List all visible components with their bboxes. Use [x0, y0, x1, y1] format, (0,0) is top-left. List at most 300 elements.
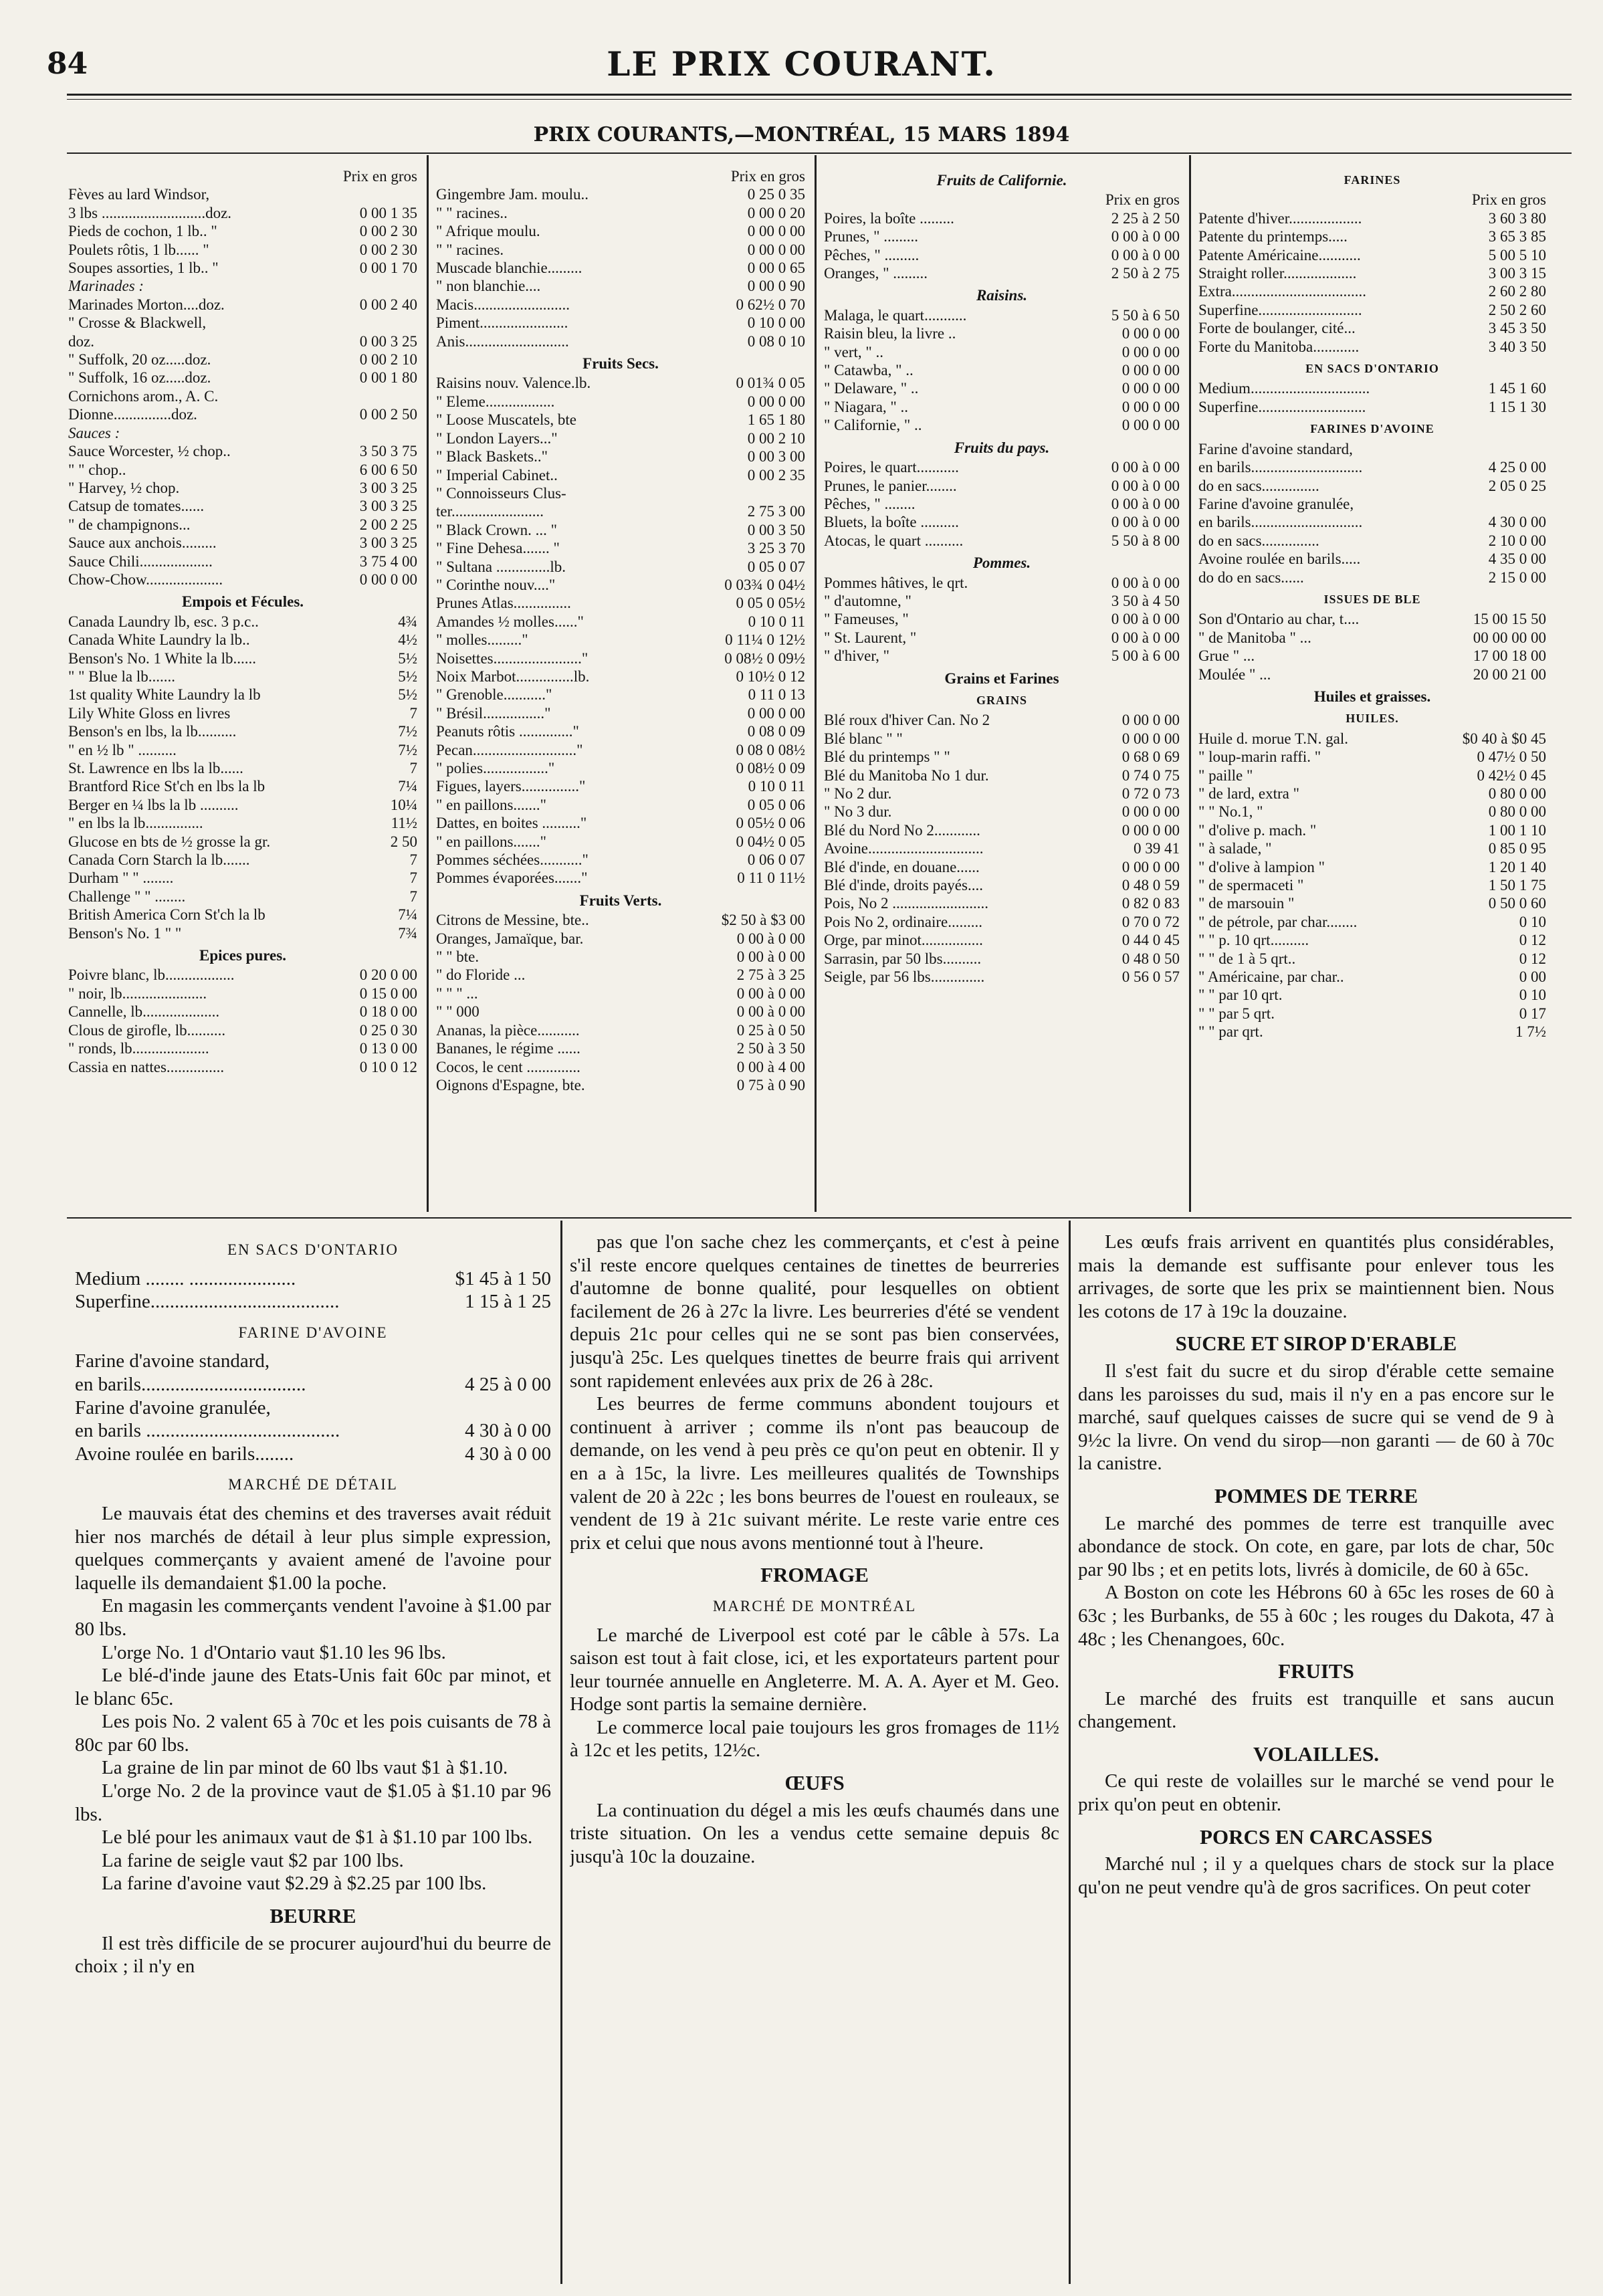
item-price: 4 25 à 0 00 — [465, 1373, 551, 1395]
item-name: Sarrasin, par 50 lbs.......... — [824, 950, 982, 967]
item-price: 0 00 0 00 — [747, 223, 805, 240]
item-price: 2 05 0 25 — [1488, 477, 1546, 494]
item-name: " Black Crown. ... " — [436, 521, 558, 538]
item-name: Avoine roulée en barils..... — [1198, 550, 1361, 568]
item-name: " Harvey, ½ chop. — [68, 479, 180, 496]
paragraph: En magasin les commerçants vendent l'avoine à $1.00 par 80 lbs. — [75, 1595, 551, 1640]
price-row — [75, 1267, 551, 1291]
item-name: Blé d'inde, en douane...... — [824, 858, 980, 875]
item-price: 3 25 3 70 — [747, 540, 805, 557]
item-name: Pommes évaporées......." — [436, 869, 588, 887]
item-name: Marinades Morton....doz. — [68, 296, 225, 313]
paragraph: Les beurres de ferme communs abondent toujours et continuent à arriver ; comme ils n'ont pas beaucoup de demande, on les vend à peu près ce qu'on peut en obtenir. Il y en a à 15c, la livre. Les meilleures qualités de Townships valent de 20 à 22c ; les bons beurres de l'ouest en rouleaux, se vendent de 19 à 21c suivant mérite. Le reste varie entre ces prix et celui que nous avons mentionné tout à l'heure. — [570, 1393, 1059, 1554]
item-price: 0 47½ 0 50 — [1477, 748, 1546, 766]
price-row — [436, 984, 805, 1003]
price-row — [436, 1039, 805, 1057]
price-row — [75, 1350, 551, 1373]
price-row — [1198, 379, 1546, 397]
item-price: 0 11 0 13 — [748, 686, 805, 704]
item-price: 0 10 0 00 — [747, 314, 805, 332]
item-price: 2 25 à 2 50 — [1111, 209, 1180, 227]
item-price: 0 00 0 00 — [747, 241, 805, 258]
text-column-divider-1 — [560, 1221, 562, 2284]
item-name: Extra................................... — [1198, 283, 1367, 300]
item-price: 0 70 0 72 — [1121, 913, 1180, 930]
item-name: Gingembre Jam. moulu.. — [436, 186, 589, 203]
item-name: Medium ........ ...................... — [75, 1267, 296, 1289]
column-divider-3 — [1189, 155, 1191, 1212]
price-row — [1198, 282, 1546, 300]
item-name: Seigle, par 56 lbs.............. — [824, 968, 985, 986]
item-price: 0 75 à 0 90 — [736, 1076, 805, 1093]
item-name: " " par 5 qrt. — [1198, 1005, 1275, 1022]
item-name: Pieds de cochon, 1 lb.. " — [68, 223, 217, 240]
item-price: 0 00 1 70 — [359, 259, 417, 277]
price-row — [824, 416, 1180, 434]
item-name: Pêches, " ........ — [824, 495, 916, 512]
item-price: 0 56 0 57 — [1121, 968, 1180, 986]
item-name: 3 lbs ...........................doz. — [68, 204, 232, 221]
item-price: 3 65 3 85 — [1488, 228, 1546, 245]
price-row — [436, 241, 805, 259]
price-row — [1198, 665, 1546, 684]
item-name: " d'olive à lampion " — [1198, 858, 1325, 875]
price-subheading: PRIX COURANTS,—MONTRÉAL, 15 MARS 1894 — [533, 123, 1070, 146]
item-name: Patente d'hiver................... — [1198, 209, 1362, 227]
price-row — [436, 796, 805, 814]
price-row — [68, 814, 417, 832]
section-heading-fruits-pays: Fruits du pays. — [954, 439, 1050, 456]
item-name: Piment....................... — [436, 314, 568, 332]
price-row — [68, 759, 417, 777]
price-column-2 — [436, 167, 805, 1211]
item-name: " Eleme.................. — [436, 393, 555, 410]
item-price: 0 00 1 35 — [359, 204, 417, 221]
price-row — [1198, 440, 1546, 458]
item-name: " en paillons......." — [436, 796, 547, 813]
item-name: Farine d'avoine granulée, — [75, 1396, 271, 1419]
price-row — [1198, 803, 1546, 821]
item-name: " loup-marin raffi. " — [1198, 748, 1321, 766]
item-price: 0 00 à 0 00 — [1111, 477, 1180, 494]
item-name: " de champignons... — [68, 516, 191, 533]
item-price: 0 44 0 45 — [1121, 932, 1180, 949]
price-row — [824, 324, 1180, 342]
item-price: 2 15 0 00 — [1488, 568, 1546, 586]
section-heading-beurre: BEURRE — [270, 1904, 356, 1928]
item-name: doz. — [68, 332, 94, 350]
item-price: 0 05 0 06 — [747, 796, 805, 813]
price-list-fruits-pays — [824, 458, 1180, 550]
item-price: 0 39 41 — [1134, 840, 1180, 857]
item-price — [413, 387, 417, 405]
item-price: 2 50 — [390, 833, 417, 850]
item-name: Pois, No 2 ......................... — [824, 895, 988, 912]
price-row — [68, 906, 417, 924]
item-name: Blé du Manitoba No 1 dur. — [824, 766, 989, 784]
item-name: Pommes séchées..........." — [436, 851, 589, 869]
item-name: Huile d. morue T.N. gal. — [1198, 730, 1348, 747]
price-row — [68, 869, 417, 887]
item-name: " noir, lb...................... — [68, 984, 207, 1002]
price-row — [436, 484, 805, 502]
price-row — [436, 1076, 805, 1094]
item-name: Orge, par minot................ — [824, 932, 983, 949]
item-price: 0 00 1 80 — [359, 369, 417, 387]
price-list-sacs-ontario-text — [75, 1267, 551, 1314]
price-list-issues — [1198, 610, 1546, 684]
section-heading-oeufs: ŒUFS — [784, 1771, 845, 1795]
item-name: " Californie, " .. — [824, 417, 922, 434]
article-oeufs: La continuation du dégel a mis les œufs chaumés dans une triste situation. On les a vendus cette semaine depuis 8c jusqu'à 10c la douzaine. — [570, 1799, 1059, 1867]
section-heading-huiles: Huiles et graisses. — [1313, 688, 1431, 705]
item-price: 3 00 3 25 — [359, 479, 417, 496]
item-name: Blé blanc " " — [824, 730, 903, 747]
item-price: 0 08 0 10 — [747, 332, 805, 350]
item-price: 0 12 — [1519, 932, 1546, 949]
price-header: Prix en gros — [730, 168, 805, 185]
item-price: 4½ — [398, 631, 417, 649]
item-price: 4 30 à 0 00 — [465, 1443, 551, 1465]
price-row — [68, 1003, 417, 1021]
item-price: 6 00 6 50 — [359, 461, 417, 478]
price-row — [75, 1396, 551, 1420]
price-row — [68, 185, 417, 203]
price-row — [824, 647, 1180, 665]
section-heading-issues: ISSUES DE BLE — [1323, 592, 1421, 606]
item-price: 1 15 1 30 — [1488, 398, 1546, 415]
price-row — [824, 477, 1180, 495]
item-price: 7½ — [398, 723, 417, 740]
item-price: 0 00 2 10 — [359, 351, 417, 369]
price-row — [824, 264, 1180, 282]
article-beurre-continued — [570, 1231, 1059, 1554]
price-row — [1198, 730, 1546, 748]
price-row — [1198, 1023, 1546, 1041]
item-name: Farine d'avoine standard, — [75, 1350, 270, 1372]
price-row — [68, 387, 417, 405]
item-price: 0 00 à 0 00 — [1111, 611, 1180, 628]
price-row — [436, 314, 805, 332]
item-name: Malaga, le quart........... — [824, 306, 967, 324]
item-price: 0 00 2 30 — [359, 223, 417, 240]
price-row — [1198, 839, 1546, 857]
price-row — [1198, 458, 1546, 476]
price-row — [68, 461, 417, 479]
item-name: Prunes Atlas............... — [436, 595, 571, 612]
item-price: 0 17 — [1519, 1005, 1546, 1022]
item-name: Avoine roulée en barils........ — [75, 1443, 294, 1465]
item-name: Benson's No. 1 " " — [68, 924, 182, 942]
price-row — [436, 777, 805, 795]
price-row — [824, 968, 1180, 986]
item-name: Oranges, Jamaïque, bar. — [436, 930, 584, 947]
item-name: " d'automne, " — [824, 592, 912, 609]
item-name: " polies................." — [436, 760, 555, 776]
price-row — [68, 259, 417, 277]
price-row — [436, 576, 805, 594]
item-name: Prunes, " ......... — [824, 228, 918, 245]
item-price: 0 08 0 08½ — [736, 741, 805, 758]
item-name: Canada Laundry lb, esc. 3 p.c.. — [68, 613, 259, 630]
price-row — [824, 361, 1180, 379]
item-name: ter........................ — [436, 503, 544, 520]
price-row — [436, 259, 805, 277]
price-row — [1198, 766, 1546, 785]
price-row — [436, 741, 805, 759]
price-row — [824, 876, 1180, 894]
price-row — [68, 796, 417, 814]
price-row — [68, 777, 417, 795]
item-name: Pommes hâtives, le qrt. — [824, 574, 968, 591]
item-price: 11½ — [391, 815, 417, 832]
price-list-raisins — [824, 306, 1180, 435]
item-name: " " No.1, " — [1198, 803, 1263, 821]
article-pommes-terre — [1078, 1512, 1554, 1651]
item-name: " Loose Muscatels, bte — [436, 411, 576, 429]
item-price: 7 — [409, 888, 417, 905]
price-row — [68, 369, 417, 387]
item-price — [1542, 440, 1546, 458]
paragraph: Le commerce local paie toujours les gros fromages de 11½ à 12c et les petits, 12½c. — [570, 1716, 1059, 1762]
section-heading-sacs-ontario: EN SACS D'ONTARIO — [227, 1241, 399, 1258]
item-price: $2 50 à $3 00 — [721, 912, 805, 929]
item-price: 5½ — [398, 649, 417, 667]
price-row — [68, 686, 417, 704]
price-row — [1198, 1005, 1546, 1023]
item-price: 3 50 à 4 50 — [1111, 592, 1180, 609]
item-price: 0 00 à 0 00 — [1111, 574, 1180, 591]
item-name: Raisins nouv. Valence.lb. — [436, 375, 591, 392]
item-price: 1 00 1 10 — [1488, 821, 1546, 839]
price-row — [68, 722, 417, 740]
price-row — [68, 649, 417, 667]
item-price: 1 65 1 80 — [747, 411, 805, 429]
price-row — [436, 222, 805, 240]
item-name: " d'hiver, " — [824, 647, 890, 665]
rule-top-thin — [67, 99, 1572, 100]
item-price: 15 00 15 50 — [1473, 611, 1546, 628]
item-name: " Imperial Cabinet.. — [436, 466, 558, 484]
price-row — [1198, 950, 1546, 968]
price-row — [436, 833, 805, 851]
item-price: 3 00 3 15 — [1488, 265, 1546, 282]
item-price: 0 00 à 0 00 — [736, 948, 805, 966]
item-price: 0 80 0 00 — [1488, 785, 1546, 802]
item-name: Blé du Nord No 2............ — [824, 821, 980, 839]
item-price: 0 00 à 0 00 — [1111, 228, 1180, 245]
price-list-fruits-secs — [436, 374, 805, 887]
item-name: Oignons d'Espagne, bte. — [436, 1076, 585, 1093]
item-price: 7¾ — [398, 924, 417, 942]
price-row — [1198, 647, 1546, 665]
item-name: Son d'Ontario au char, t.... — [1198, 611, 1360, 628]
item-price: $0 40 à $0 45 — [1462, 730, 1546, 747]
item-price: 3 40 3 50 — [1488, 338, 1546, 355]
price-row — [824, 458, 1180, 476]
item-price: 20 00 21 00 — [1473, 665, 1546, 683]
item-name: " à salade, " — [1198, 840, 1272, 857]
item-name: " de pétrole, par char........ — [1198, 913, 1358, 930]
paragraph: La graine de lin par minot de 60 lbs vaut $1 à $1.10. — [102, 1757, 508, 1779]
price-column-4 — [1198, 167, 1546, 1211]
item-price: 0 00 2 40 — [359, 296, 417, 313]
item-name: " Américaine, par char.. — [1198, 968, 1344, 986]
price-row — [824, 785, 1180, 803]
item-price: 7¼ — [398, 906, 417, 924]
item-name: " Catawba, " .. — [824, 362, 914, 379]
item-name: " d'olive p. mach. " — [1198, 821, 1317, 839]
item-name: Sauce Worcester, ½ chop.. — [68, 443, 231, 460]
price-row — [436, 613, 805, 631]
column-divider-2 — [815, 155, 817, 1212]
paragraph: Le marché de Liverpool est coté par le câble à 57s. La saison est tout à fait close, ici, et les exportateurs partent pour leur tournée annuelle en Angleterre. M. A. A. Ayer et M. Geo. Hodge sont partis la semaine dernière. — [570, 1624, 1059, 1715]
price-row — [68, 667, 417, 686]
item-price: 0 05 0 07 — [747, 558, 805, 575]
section-heading-fruits-secs: Fruits Secs. — [582, 355, 659, 373]
price-row — [68, 833, 417, 851]
item-name: " ronds, lb.................... — [68, 1040, 209, 1057]
price-row — [68, 241, 417, 259]
item-name: Forte de boulanger, cité... — [1198, 320, 1356, 337]
price-row — [824, 227, 1180, 245]
item-name: " Crosse & Blackwell, — [68, 314, 207, 332]
item-price: 0 10 — [1519, 986, 1546, 1004]
section-heading-sacs-ontario: EN SACS D'ONTARIO — [1305, 362, 1439, 376]
price-row — [68, 516, 417, 534]
item-price: 0 00 0 00 — [1121, 417, 1180, 434]
price-list-sauces — [68, 442, 417, 589]
item-name: Blé du printemps " " — [824, 748, 950, 766]
paragraph: La farine de seigle vaut $2 par 100 lbs. — [102, 1849, 404, 1871]
item-price: 2 50 à 3 50 — [736, 1040, 805, 1057]
price-row — [824, 803, 1180, 821]
item-name: Bluets, la boîte .......... — [824, 514, 959, 531]
item-name: Medium............................... — [1198, 380, 1370, 397]
price-row — [1198, 477, 1546, 495]
item-name: St. Lawrence en lbs la lb...... — [68, 760, 243, 776]
paragraph: Le marché des pommes de terre est tranquille avec abondance de stock. On cote, en gare, par lots de char, 50c par 90 lbs ; et en petits lots, livrés à domicile, de 60 à 65c. — [1078, 1512, 1554, 1580]
section-heading-sucre: SUCRE ET SIROP D'ERABLE — [1175, 1332, 1457, 1356]
item-price: 4 30 0 00 — [1488, 514, 1546, 531]
price-row — [824, 513, 1180, 531]
price-list-pommes — [824, 574, 1180, 665]
item-name: Chow-Chow.................... — [68, 570, 223, 588]
section-heading-marinades: Marinades : — [68, 278, 144, 295]
price-row — [1198, 876, 1546, 894]
price-header: Prix en gros — [342, 168, 417, 185]
item-price: 0 12 — [1519, 950, 1546, 967]
price-row — [824, 821, 1180, 839]
price-row — [436, 911, 805, 929]
price-row — [436, 966, 805, 984]
price-row — [68, 924, 417, 942]
price-row — [436, 631, 805, 649]
item-price: 1 15 à 1 25 — [465, 1291, 551, 1313]
section-heading-pommes: Pommes. — [972, 554, 1031, 572]
item-price: 0 80 0 00 — [1488, 803, 1546, 821]
item-name: " Brésil................" — [436, 704, 551, 722]
price-row — [824, 730, 1180, 748]
price-row — [436, 594, 805, 612]
article-porcs: Marché nul ; il y a quelques chars de stock sur la place qu'on ne peut vendre qu'à de gros sacrifices. On peut coter — [1078, 1853, 1554, 1898]
price-row — [1198, 568, 1546, 587]
price-row — [1198, 629, 1546, 647]
item-price: 0 82 0 83 — [1121, 895, 1180, 912]
price-row — [1198, 513, 1546, 531]
price-row — [824, 748, 1180, 766]
section-subheading-marche-montreal: MARCHÉ DE MONTRÉAL — [712, 1597, 917, 1614]
item-name: Moulée " ... — [1198, 665, 1271, 683]
item-price: 0 00 à 0 00 — [736, 930, 805, 947]
price-row — [436, 374, 805, 392]
item-name: Raisin bleu, la livre .. — [824, 325, 956, 342]
masthead-title: LE PRIX COURANT. — [607, 44, 996, 84]
item-price: 0 08½ 0 09 — [736, 760, 805, 776]
item-price: 0 00 0 00 — [1121, 858, 1180, 875]
item-price: 0 42½ 0 45 — [1477, 766, 1546, 784]
item-price: 0 00 à 0 00 — [736, 984, 805, 1002]
item-name: en barils............................. — [1198, 459, 1363, 476]
price-row — [436, 558, 805, 576]
item-price: 5½ — [398, 667, 417, 685]
item-price: 0 05 0 05½ — [736, 595, 805, 612]
item-price: 7 — [409, 704, 417, 722]
item-price: 5 00 5 10 — [1488, 246, 1546, 264]
price-row — [1198, 913, 1546, 931]
price-row — [68, 314, 417, 332]
text-column-divider-2 — [1069, 1221, 1071, 2284]
price-row — [1198, 227, 1546, 245]
price-row — [1198, 894, 1546, 912]
price-row — [68, 534, 417, 552]
item-price: 5 00 à 6 00 — [1111, 647, 1180, 665]
section-heading-fruits: FRUITS — [1278, 1659, 1354, 1683]
price-row — [436, 429, 805, 447]
price-row — [1198, 209, 1546, 227]
price-row — [68, 570, 417, 589]
item-name: Benson's No. 1 White la lb...... — [68, 649, 256, 667]
item-name: Muscade blanchie......... — [436, 259, 582, 277]
item-price: 7 — [409, 760, 417, 776]
price-row — [824, 246, 1180, 264]
item-price: 0 48 0 50 — [1121, 950, 1180, 967]
item-price: 0 00 à 0 00 — [1111, 495, 1180, 512]
price-row — [1198, 338, 1546, 356]
item-price: 2 75 à 3 25 — [736, 966, 805, 984]
price-row — [68, 613, 417, 631]
item-price — [801, 484, 805, 502]
item-price: 2 75 3 00 — [747, 503, 805, 520]
item-name: " Fameuses, " — [824, 611, 909, 628]
section-heading-fruits-verts: Fruits Verts. — [579, 892, 662, 909]
item-price: 0 00 0 00 — [1121, 398, 1180, 415]
item-name: Forte du Manitoba............ — [1198, 338, 1360, 355]
item-name: " paille " — [1198, 766, 1253, 784]
section-heading-farines-avoine: FARINES D'AVOINE — [1310, 422, 1434, 436]
item-name: Dattes, en boites .........." — [436, 815, 587, 832]
item-price: 0 06 0 07 — [747, 851, 805, 869]
item-price: 0 15 0 00 — [359, 984, 417, 1002]
article-sucre: Il s'est fait du sucre et du sirop d'érable cette semaine dans les paroisses du sud, mais il n'y en a pas encore sur le marché, sauf quelques caisses de sucre qui se vend de 9 à 9½c la livre. On vend du sirop—non garanti — de 60 à 70c la canistre. — [1078, 1360, 1554, 1475]
item-price: 0 05½ 0 06 — [736, 815, 805, 832]
item-price: 1 20 1 40 — [1488, 858, 1546, 875]
item-price: 0 25 à 0 50 — [736, 1021, 805, 1039]
item-name: Clous de girofle, lb.......... — [68, 1021, 226, 1039]
price-row — [436, 948, 805, 966]
item-price — [413, 314, 417, 332]
item-price: 0 00 à 0 00 — [1111, 629, 1180, 646]
